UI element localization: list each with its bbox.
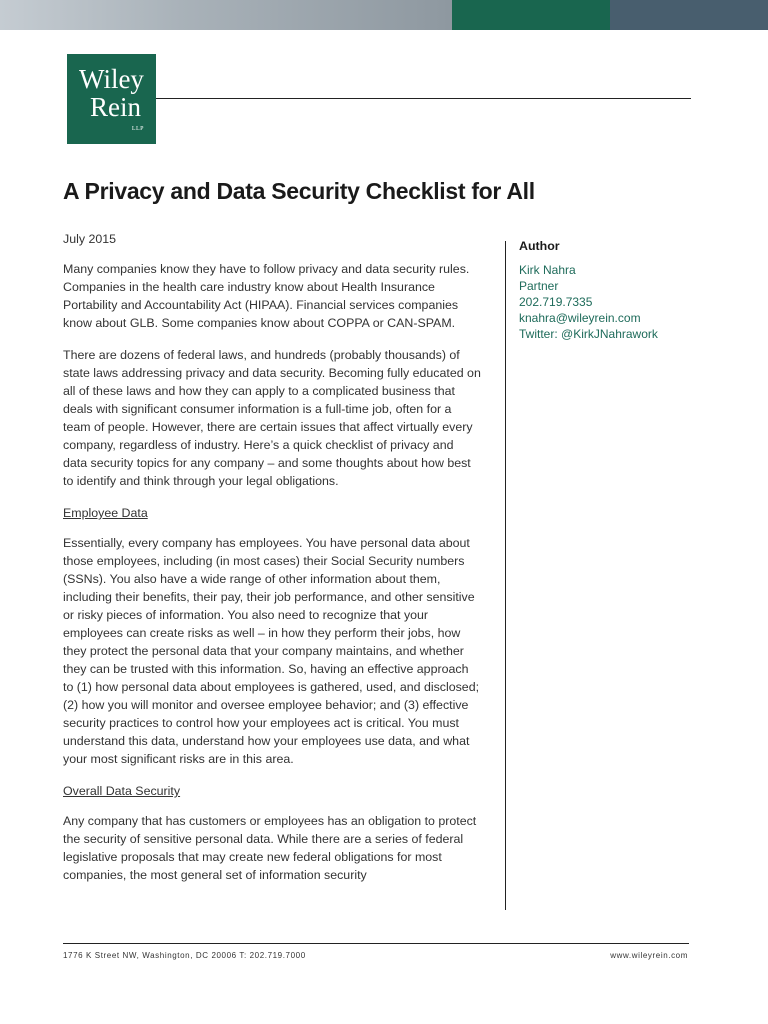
author-twitter-link[interactable]: Twitter: @KirkJNahrawork xyxy=(519,327,658,341)
employee-data-paragraph: Essentially, every company has employees. You have personal data about those employees, including (in most cases) their Social Security numbers (SSNs). You also have a wide range of other information about them, including their benefits, their pay, their job performance, and other sensitive or risky pieces of information. You also need to recognize that your employees can create risks as well – in how they perform their jobs, how they protect the personal data that your company maintains, and whether they can be trusted with this information. So, having an effective approach to (1) how personal data about employees is gathered, used, and disclosed; (2) how you will monitor and oversee employee behavior; and (3) effective security practices to control how your employees act is critical. You must understand this data, understand how your employees use data, and what your most significant risks are in this area. xyxy=(63,536,480,766)
document-title: A Privacy and Data Security Checklist for All xyxy=(63,178,535,204)
author-heading: Author xyxy=(519,239,560,253)
author-name: Kirk Nahra xyxy=(519,263,576,277)
top-bar-green-segment xyxy=(452,0,610,30)
author-phone: 202.719.7335 xyxy=(519,295,593,309)
logo-line-3: LLP xyxy=(131,126,144,132)
article-body xyxy=(63,230,481,898)
top-bar-grey-segment xyxy=(0,0,452,30)
footer-address: 1776 K Street NW, Washington, DC 20006 T: 202.719.7000 xyxy=(63,951,306,960)
section-heading-employee-data: Employee Data xyxy=(63,506,148,520)
footer-divider xyxy=(63,943,689,944)
overall-data-security-paragraph: Any company that has customers or employees has an obligation to protect the security of sensitive personal data. While there are a series of federal legislative proposals that may create new federal obligations for most companies, the most general set of information security xyxy=(63,814,477,882)
author-email-link[interactable]: knahra@wileyrein.com xyxy=(519,311,641,325)
author-role: Partner xyxy=(519,279,559,293)
intro-paragraph-1: Many companies know they have to follow privacy and data security rules. Companies in the health care industry know about Health Insurance Portability and Accountability Act (HIPAA). Financial services companies know about GLB. Some companies know about COPPA or CAN-SPAM. xyxy=(63,262,470,330)
publication-date: July 2015 xyxy=(63,232,117,246)
logo-line-2: Rein xyxy=(90,92,141,122)
footer-website-link[interactable]: www.wileyrein.com xyxy=(610,951,688,960)
intro-paragraph-2: There are dozens of federal laws, and hundreds (probably thousands) of state laws addressing privacy and data security. Becoming fully educated on all of these laws and how they can apply to a complicated business that deals with significant consumer information is a full-time job, often for a team of people. However, there are certain issues that affect virtually every company, regardless of industry. Here’s a quick checklist of privacy and data security topics for any company – and some thoughts about how best to identify and think through your legal obligations. xyxy=(63,348,481,488)
logo-line-1: Wiley xyxy=(79,64,144,94)
top-color-bar xyxy=(0,0,768,30)
sidebar-divider xyxy=(505,241,506,910)
top-bar-slate-segment xyxy=(610,0,768,30)
section-heading-overall-data-security: Overall Data Security xyxy=(63,784,181,798)
author-sidebar xyxy=(519,238,719,342)
header-divider xyxy=(156,98,691,99)
wiley-rein-logo xyxy=(67,54,156,144)
